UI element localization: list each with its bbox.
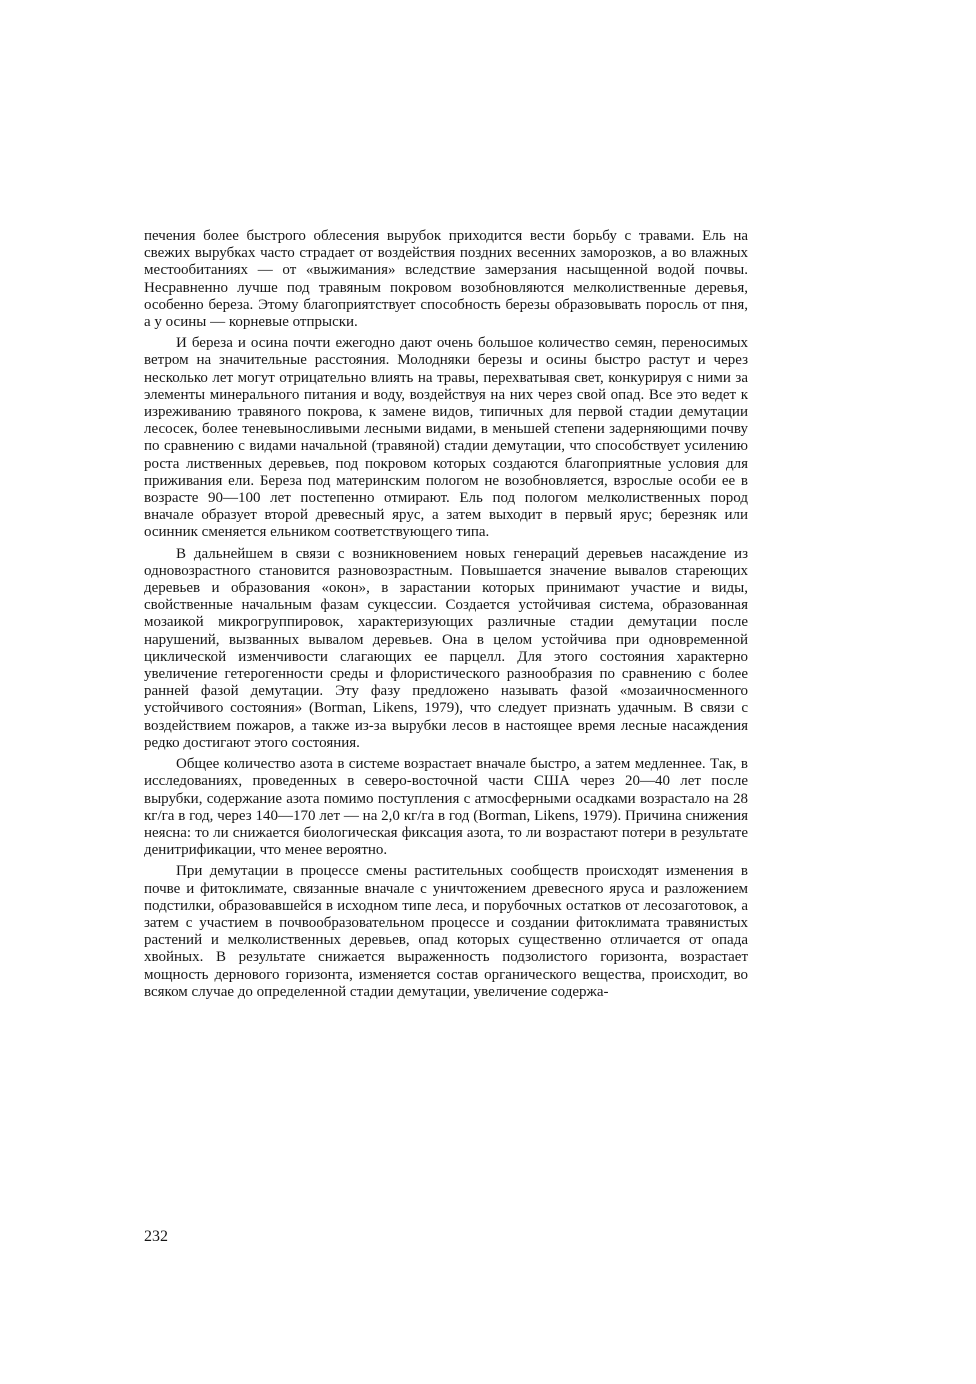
- paragraph-5: При демутации в процессе смены растительных сообществ происходят изменения в почве и фитоклимате, связанные вначале с уничтожением древесного яруса и разложением подстилки, образовавшейся в исходном типе леса, и порубочных остатков от лесозаготовок, а затем с участием в почвообразовательном процессе и создании фитоклимата травянистых растений и мелколиственных деревьев, опад которых существенно отличается от опада хвойных. В результате снижается выраженность подзолистого горизонта, возрастает мощность дернового горизонта, изменяется состав органического вещества, происходит, во всяком случае до определенной стадии демутации, увеличение содержа-: [144, 863, 748, 1000]
- paragraph-1: печения более быстрого облесения вырубок приходится вести борьбу с травами. Ель на свежих вырубках часто страдает от воздействия поздних весенних заморозков, а во влажных местообитаниях — от «выжимания» вследствие замерзания насыщенной водой почвы. Несравненно лучше под травяным покровом возобновляются мелколиственные деревья, особенно береза. Этому благоприятствует способность березы образовывать поросль от пня, а у осины — корневые отпрыски.: [144, 228, 748, 331]
- paragraph-4: Общее количество азота в системе возрастает вначале быстро, а затем медленнее. Так, в исследованиях, проведенных в северо-восточной части США через 20—40 лет после вырубки, содержание азота помимо поступления с атмосферными осадками возрастало на 28 кг/га в год, через 140—170 лет — на 2,0 кг/га в год (Borman, Likens, 1979). Причина снижения неясна: то ли снижается биологическая фиксация азота, то ли возрастают потери в результате денитрификации, что менее вероятно.: [144, 756, 748, 859]
- page-body: [144, 228, 748, 1001]
- paragraph-3: В дальнейшем в связи с возникновением новых генераций деревьев насаждение из одновозрастного становится разновозрастным. Повышается значение вывалов стареющих деревьев и образования «окон», в зарастании которых принимают участие и виды, свойственные начальным фазам сукцессии. Создается устойчивая система, образованная мозаикой микрогруппировок, характеризующих различные стадии демутации после нарушений, вызванных вывалом деревьев. Она в целом устойчива при одновременной циклической изменчивости слагающих ее парцелл. Для этого состояния характерно увеличение гетерогенности среды и флористического разнообразия по сравнению с более ранней фазой демутации. Эту фазу предложено называть фазой «мозаичносменного устойчивого состояния» (Borman, Likens, 1979), что следует признать удачным. В связи с воздействием пожаров, а также из-за вырубки лесов в настоящее время лесные насаждения редко достигают этого состояния.: [144, 545, 748, 751]
- page-number: 232: [144, 1228, 168, 1245]
- paragraph-2: И береза и осина почти ежегодно дают очень большое количество семян, переносимых ветром на значительные расстояния. Молодняки березы и осины быстро растут и через несколько лет могут отрицательно влиять на травы, перехватывая свет, конкурируя с ними за элементы минерального питания и воду, воздействуя на них через свой опад. Все это ведет к изреживанию травяного покрова, к замене видов, типичных для первой стадии демутации лесосек, более теневыносливыми лесными видами, в меньшей степени задерняющими почву по сравнению с видами начальной (травяной) стадии демутации, что способствует усилению роста лиственных деревьев, под покровом которых создаются благоприятные условия для приживания ели. Береза под материнским пологом не возобновляется, взрослые особи ее в возрасте 90—100 лет постепенно отмирают. Ель под пологом мелколиственных пород вначале образует второй древесный ярус, а затем выходит в первый ярус; березняк или осинник сменяется ельником соответствующего типа.: [144, 335, 748, 541]
